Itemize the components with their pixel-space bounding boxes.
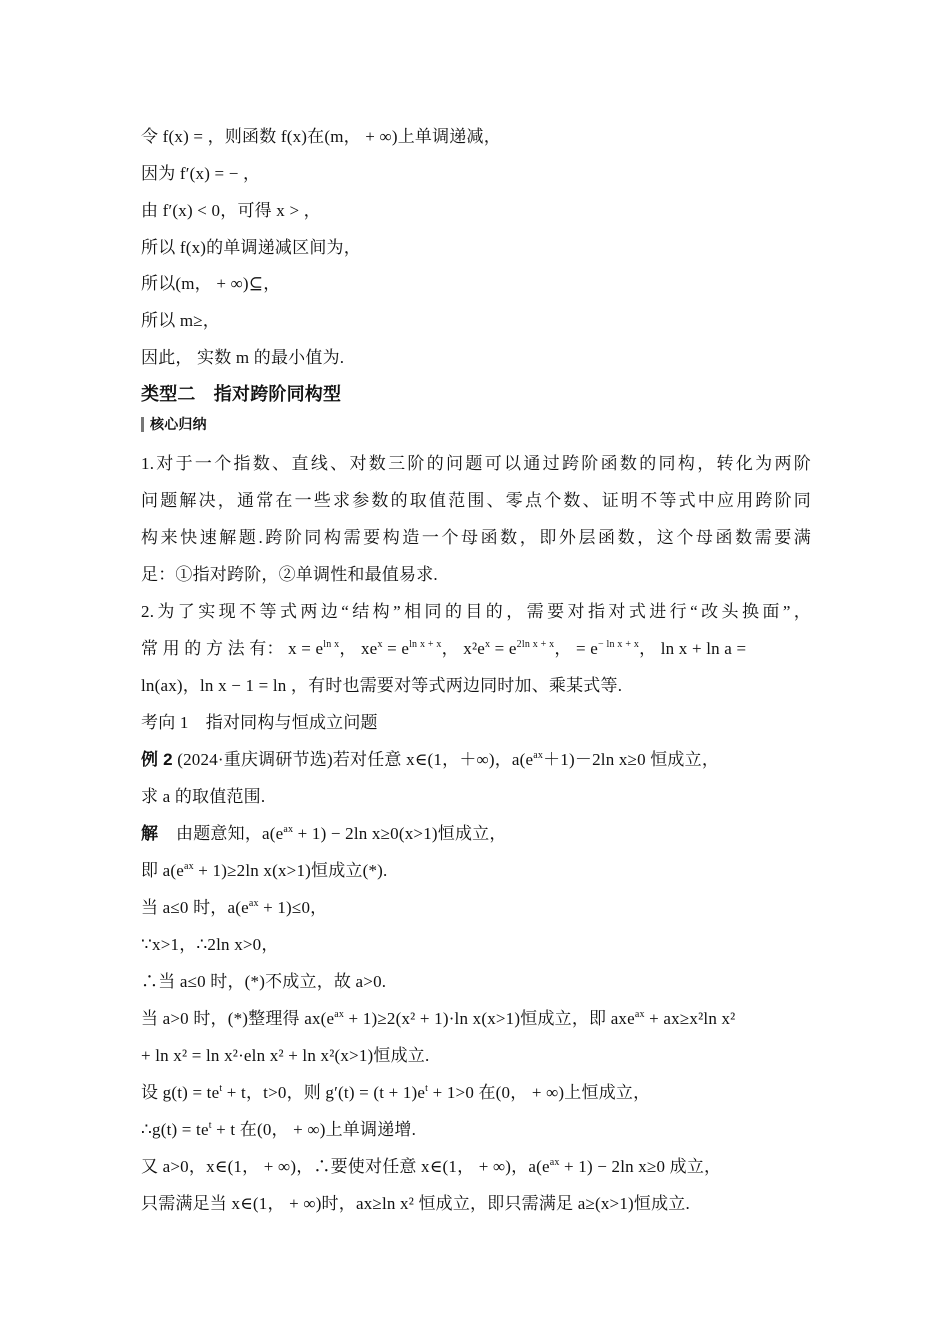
summary-line bbox=[141, 489, 811, 513]
solution-line bbox=[141, 1118, 811, 1142]
text-line bbox=[141, 236, 811, 260]
math-line: 即 $a(e^{ax} + 1)\ge 2\ln$ x(x>1)恒成立(*). bbox=[141, 861, 388, 880]
solution-line bbox=[141, 1192, 811, 1216]
math-line: 由 f′(x) < 0，可得 x > ， bbox=[141, 201, 321, 220]
math-line: ln(ax)，ln x − 1 = ln ，有时也需要对等式两边同时加、乘某式等. bbox=[141, 676, 623, 695]
solution-label: 解 bbox=[141, 824, 159, 843]
math-line: 2.为了实现不等式两边“结构”相同的目的，需要对指对式进行“改头换面”， bbox=[141, 602, 811, 621]
math-line: 常 用 的 方 法 有： $x = e^{ln x}$， $xe^x = e^{ln x + x}$， $x^2e^x = e^{2ln x + x}$， = $e^{- ln x + x}$， ln x + ln a = bbox=[141, 639, 747, 658]
solution-line bbox=[141, 1155, 811, 1179]
math-line: 所以(m， + ∞)⊆， bbox=[141, 274, 281, 293]
example-line bbox=[141, 748, 811, 772]
example-line bbox=[141, 785, 811, 809]
math-line: + ln x² = ln x²·eln x² + ln x²(x>1)恒成立. bbox=[141, 1046, 430, 1065]
example-label: 例 2 bbox=[141, 750, 173, 769]
solution-line bbox=[141, 933, 811, 957]
section-tag bbox=[141, 412, 811, 436]
math-line: 求 a 的取值范围. bbox=[141, 787, 266, 806]
section-title: 类型二 指对跨阶同构型 bbox=[141, 384, 342, 404]
math-line: 令 f(x) = ，则函数 f(x)在(m， + ∞)上单调递减， bbox=[141, 127, 501, 146]
text-line bbox=[141, 309, 811, 333]
text-line bbox=[141, 162, 811, 186]
math-line: 构来快速解题.跨阶同构需要构造一个母函数，即外层函数，这个母函数需要满 bbox=[141, 528, 811, 547]
math-line: 由题意知，$a(e^{ax} + 1) - 2\ln$ x≥0(x>1)恒成立， bbox=[176, 824, 507, 843]
direction-title: 考向 1 指对同构与恒成立问题 bbox=[141, 713, 378, 732]
summary-line bbox=[141, 526, 811, 550]
text-line bbox=[141, 346, 811, 370]
math-line: 足：①指对跨阶，②单调性和最值易求. bbox=[141, 565, 438, 584]
solution-line bbox=[141, 896, 811, 920]
math-line: 设 $g(t) = te^t + t$，t>0，则 $g'(t) = (t + 1)e^t + 1>0$ 在(0， + ∞)上恒成立， bbox=[141, 1083, 651, 1102]
example-source: (2024·重庆调研节选) bbox=[177, 750, 333, 769]
math-line: 因此， 实数 m 的最小值为. bbox=[141, 348, 345, 367]
solution-line bbox=[141, 859, 811, 883]
solution-line bbox=[141, 1007, 811, 1031]
summary-line bbox=[141, 674, 811, 698]
math-line: 因为 f′(x) = − ， bbox=[141, 164, 261, 183]
text-line bbox=[141, 199, 811, 223]
math-line: 问题解决，通常在一些求参数的取值范围、零点个数、证明不等式中应用跨阶同 bbox=[141, 491, 811, 510]
math-line: ∴g(t) = $te^t + t$ 在(0， + ∞)上单调递增. bbox=[141, 1120, 417, 1139]
math-line: ∵x>1，∴2ln x>0， bbox=[141, 935, 279, 954]
solution-line bbox=[141, 822, 811, 846]
math-line: 当 a>0 时，(*)整理得 $ax(e^{ax} + 1)\ge 2(x^2 + 1)\cdot\ln$ x(x>1)恒成立，即 axe$^{ax}$ + ax≥x²ln x² bbox=[141, 1009, 736, 1028]
summary-line bbox=[141, 563, 811, 587]
math-line: 所以 m≥， bbox=[141, 311, 221, 330]
solution-line bbox=[141, 1044, 811, 1068]
math-line: ∴当 a≤0 时，(*)不成立，故 a>0. bbox=[141, 972, 387, 991]
math-line: 当 a≤0 时，$a(e^{ax} + 1)\le 0$， bbox=[141, 898, 328, 917]
math-line: 又 a>0，x∈(1， + ∞)，∴要使对任意 x∈(1， + ∞)，$a(e^{ax} + 1) - 2\ln$ x≥0 成立， bbox=[141, 1157, 722, 1176]
math-line: 只需满足当 x∈(1， + ∞)时，ax≥ln x² 恒成立，即只需满足 a≥(x>1)恒成立. bbox=[141, 1194, 690, 1213]
tag-bar bbox=[141, 417, 144, 432]
math-line: 若对任意 x∈(1，＋∞)，$a(e^{ax}+1)-2\ln$ x≥0 恒成立， bbox=[332, 750, 720, 769]
math-line: 1.对于一个指数、直线、对数三阶的问题可以通过跨阶函数的同构，转化为两阶 bbox=[141, 454, 811, 473]
text-line bbox=[141, 272, 811, 296]
summary-line bbox=[141, 600, 811, 624]
section-tag-label: 核心归纳 bbox=[150, 416, 207, 432]
math-line: 所以 f(x)的单调递减区间为， bbox=[141, 238, 361, 257]
text-line bbox=[141, 125, 811, 149]
summary-line bbox=[141, 452, 811, 476]
solution-line bbox=[141, 1081, 811, 1105]
summary-line bbox=[141, 637, 811, 661]
solution-line bbox=[141, 970, 811, 994]
